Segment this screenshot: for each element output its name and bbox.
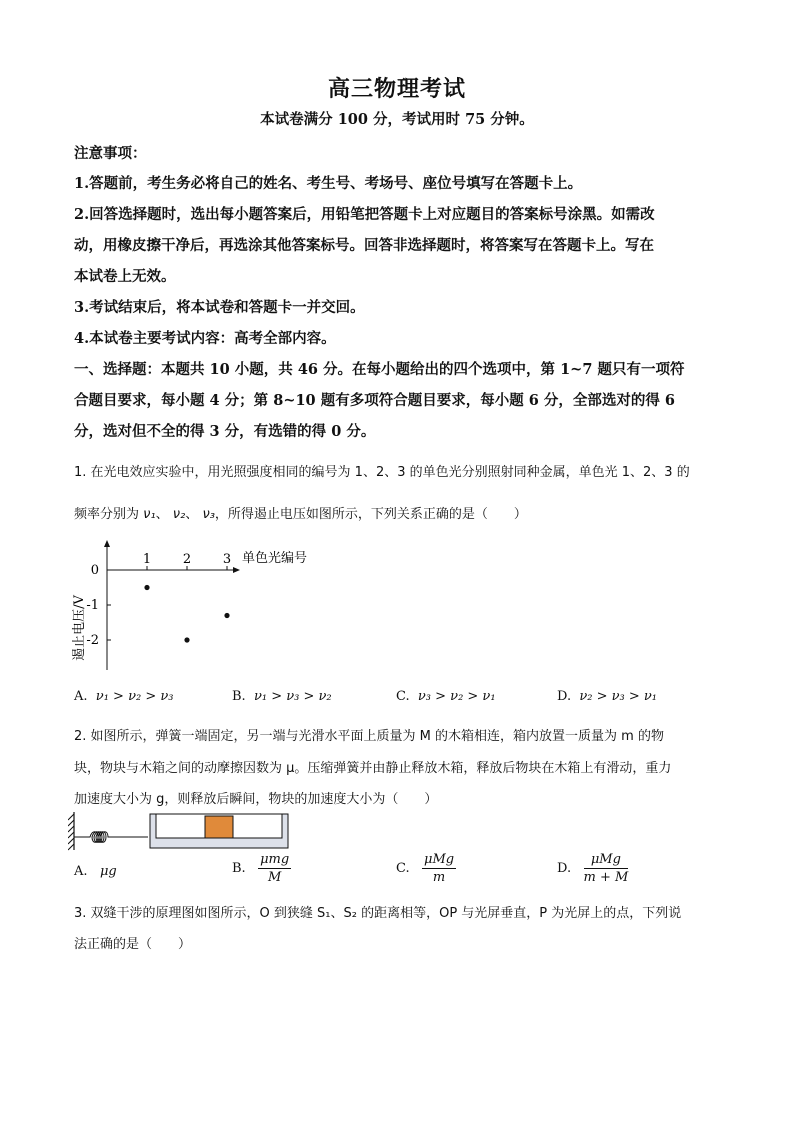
x-axis-label: 单色光编号 [242, 551, 308, 566]
notice-item: 本试卷上无效。 [74, 268, 176, 285]
section-instructions: 合题目要求，每小题 4 分；第 8~10 题有多项符合题目要求，每小题 6 分，全部选对的得 6 [74, 392, 676, 409]
x-tick-label: 2 [182, 552, 192, 567]
y-tick-label: 0 [90, 563, 99, 578]
nu2: ν₂ [172, 507, 186, 522]
page-subtitle: 本试卷满分 100 分，考试用时 75 分钟。 [260, 111, 534, 128]
notice-item: 动，用橡皮擦干净后，再选涂其他答案标号。回答非选择题时，将答案写在答题卡上。写在 [74, 237, 654, 254]
block [205, 816, 233, 838]
notice-heading: 注意事项： [74, 145, 147, 162]
y-tick-label: -2 [86, 633, 99, 648]
q2-option-a[interactable]: A. μg [74, 864, 117, 879]
section-instructions: 一、选择题：本题共 10 小题，共 46 分。在每小题给出的四个选项中，第 1~7 题只有一项符 [74, 361, 685, 378]
spring-box-diagram [68, 810, 293, 852]
y-axis-label: 遏止电压/V [72, 595, 87, 661]
stopping-voltage-chart [70, 540, 370, 675]
q3-stem-2: 法正确的是（ ） [74, 937, 192, 952]
q2-option-c[interactable]: C. $\frac{\text{μMg}}{m}$ [396, 852, 455, 885]
wall-hatch [68, 814, 74, 850]
x-tick-label: 1 [142, 552, 152, 567]
q2-stem: 2. 如图所示，弹簧一端固定，另一端与光滑水平面上质量为 M 的木箱相连，箱内放置一质量为 m 的物 [74, 729, 664, 744]
nu1: ν₁ [143, 507, 156, 522]
q1-option-b[interactable]: B. ν₁ > ν₃ > ν₂ [232, 689, 332, 704]
q2-option-d[interactable]: D. $\frac{\text{μMg}}{m + M}$ [557, 852, 629, 885]
notice-item: 1.答题前，考生务必将自己的姓名、考生号、考场号、座位号填写在答题卡上。 [74, 175, 583, 192]
notice-item: 4.本试卷主要考试内容：高考全部内容。 [74, 330, 336, 347]
notice-item: 3.考试结束后，将本试卷和答题卡一并交回。 [74, 299, 365, 316]
data-point-3 [224, 613, 229, 618]
data-point-1 [144, 585, 149, 590]
q3-stem: 3. 双缝干涉的原理图如图所示，O 到狭缝 S₁、S₂ 的距离相等，OP 与光屏垂直，P 为光屏上的点，下列说 [74, 906, 682, 921]
q2-stem-2: 块，物块与木箱之间的动摩擦因数为 μ。压缩弹簧并由静止释放木箱，释放后物块在木箱上有滑动，重力 [74, 761, 672, 776]
page-title: 高三物理考试 [327, 76, 466, 102]
notice-item: 2.回答选择题时，选出每小题答案后，用铅笔把答题卡上对应题目的答案标号涂黑。如需改 [74, 206, 655, 223]
section-instructions: 分，选对但不全的得 3 分，有选错的得 0 分。 [74, 423, 376, 440]
q2-stem-3: 加速度大小为 g，则释放后瞬间，物块的加速度大小为（ ） [74, 792, 438, 807]
spring [74, 832, 148, 843]
x-axis-arrow [233, 567, 240, 573]
x-tick-label: 3 [222, 552, 232, 567]
y-tick-label: -1 [86, 598, 99, 613]
q1-stem-2: 频率分别为 ν₁、 ν₂、 ν₃，所得遏止电压如图所示，下列关系正确的是（ ） [74, 507, 527, 522]
q1-option-d[interactable]: D. ν₂ > ν₃ > ν₁ [557, 689, 658, 704]
q2-option-b[interactable]: B. $\frac{\text{μmg}}{M}$ [232, 852, 290, 885]
y-axis-arrow [104, 540, 110, 547]
q1-option-c[interactable]: C. ν₃ > ν₂ > ν₁ [396, 689, 496, 704]
q1-stem: 1. 在光电效应实验中，用光照强度相同的编号为 1、2、3 的单色光分别照射同种金属，单色光 1、2、3 的 [74, 465, 690, 480]
nu3: ν₃ [202, 507, 215, 522]
data-point-2 [184, 637, 189, 642]
q1-option-a[interactable]: A. ν₁ > ν₂ > ν₃ [74, 689, 174, 704]
